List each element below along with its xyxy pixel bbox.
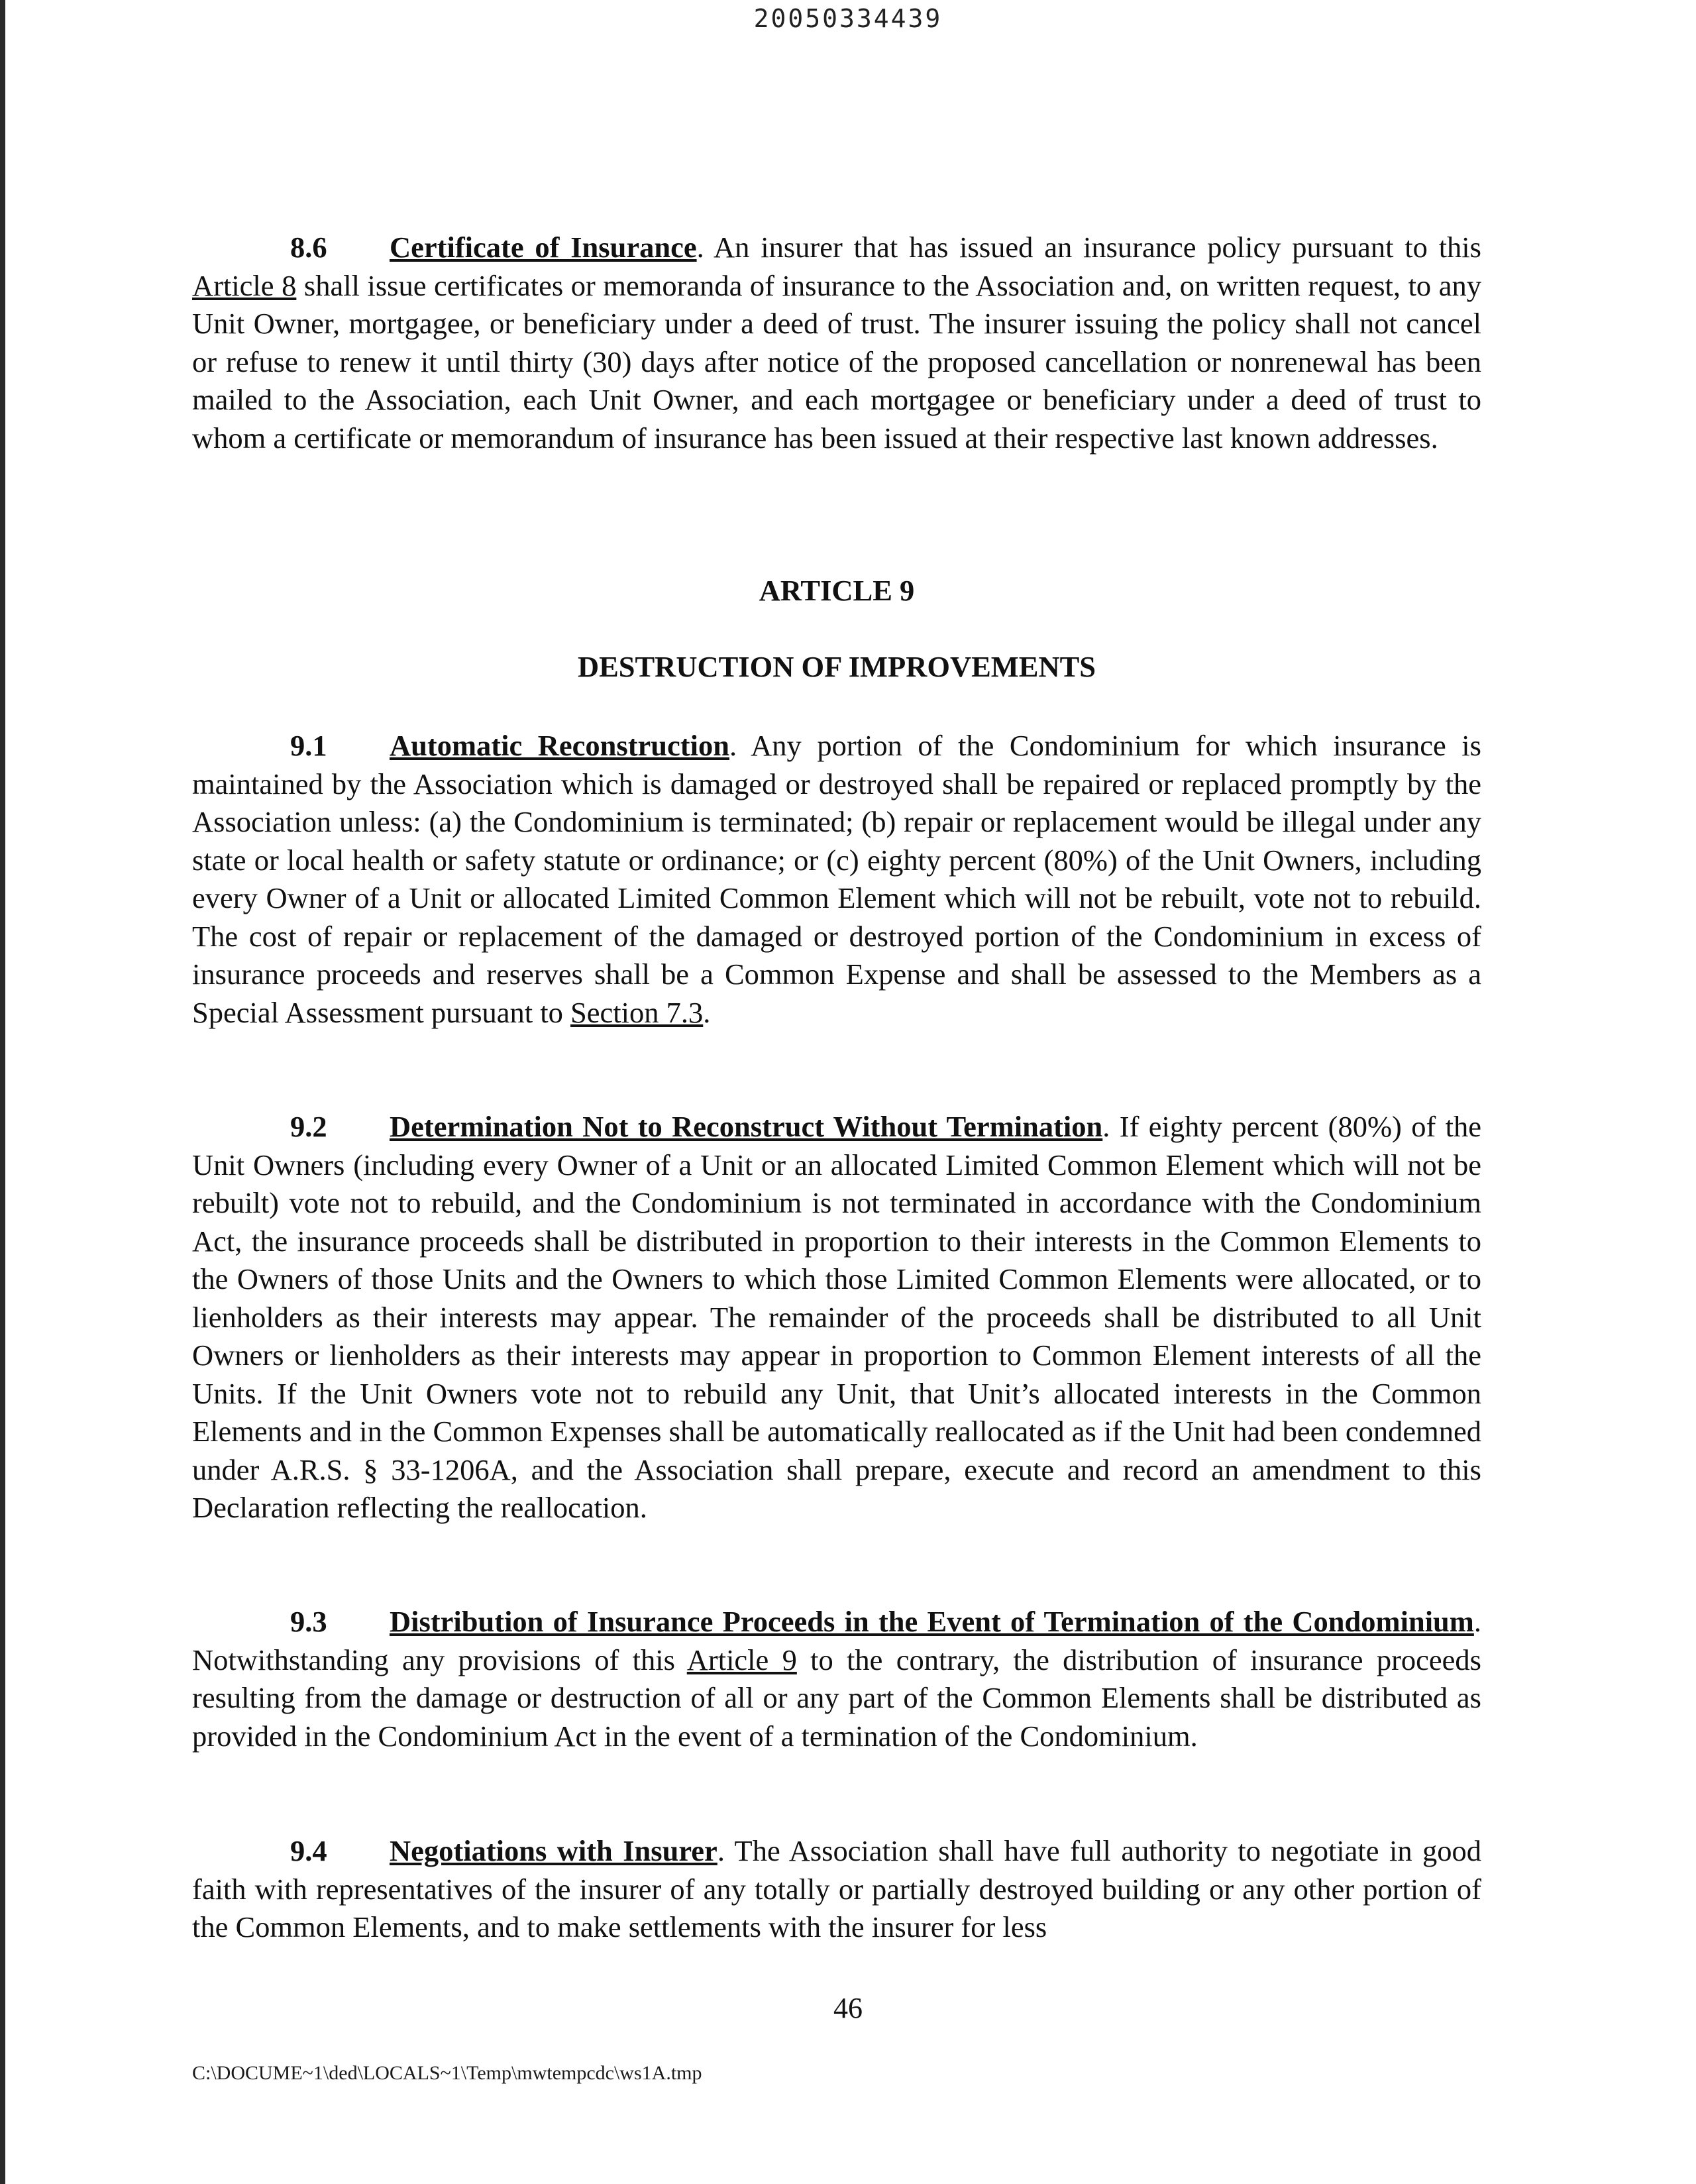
section-text: . Notwithstanding any provisions of this xyxy=(192,1605,1481,1676)
article-title: DESTRUCTION OF IMPROVEMENTS xyxy=(577,650,1096,683)
scan-edge xyxy=(0,0,5,2184)
section-text: . The Association shall have full authority to negotiate in good faith with representatives of the insurer of any totally or partially destroyed building or any other portion of the Common Elements, and to make settlements with the insurer for less xyxy=(192,1834,1481,1943)
section-text: . Any portion of the Condominium for which insurance is maintained by the Association which is damaged or destroyed shall be repaired or replaced promptly by the Association unless: (a) the Condominium is terminated; (b) repair or replacement would be illegal under any state or local health or safety statute or ordinance; or (c) eighty percent (80%) of the Unit Owners, including every Owner of a Unit or allocated Limited Common Element which will not be rebuilt, vote not to rebuild. The cost of repair or replacement of the damaged or destroyed portion of the Condominium in excess of insurance proceeds and reserves shall be a Common Expense and shall be assessed to the Members as a Special Assessment pursuant to xyxy=(192,729,1481,1029)
section-9-2 xyxy=(192,1108,1481,1527)
section-number: 9.2 xyxy=(290,1110,327,1143)
section-heading: Determination Not to Reconstruct Without Termination xyxy=(390,1110,1103,1143)
section-number: 9.3 xyxy=(290,1605,327,1638)
document-number: 20050334439 xyxy=(753,4,943,33)
section-text: shall issue certificates or memoranda of insurance to the Association and, on written request, to any Unit Owner, mortgagee, or beneficiary under a deed of trust. The insurer issuing the policy shall not cancel or refuse to renew it until thirty (30) days after notice of the proposed cancellation or nonrenewal has been mailed to the Association, each Unit Owner, and each mortgagee or beneficiary under a deed of trust to whom a certificate or memorandum of insurance has been issued at their respective last known addresses. xyxy=(192,268,1481,455)
section-heading: Automatic Reconstruction xyxy=(390,729,729,762)
section-heading: Certificate of Insurance xyxy=(390,231,697,264)
article-reference: Article 8 xyxy=(192,268,297,302)
section-8-6 xyxy=(192,229,1481,457)
section-text: to the contrary, the distribution of insurance proceeds resulting from the damage or destruction of all or any part of the Common Elements shall be distributed as provided in the Condominium Act in the event of a termination of the Condominium. xyxy=(192,1643,1482,1753)
section-number: 9.4 xyxy=(290,1834,327,1867)
section-number: 9.1 xyxy=(290,729,327,762)
section-reference: Section 7.3 xyxy=(570,995,704,1029)
file-path: C:\DOCUME~1\ded\LOCALS~1\Temp\mwtempcdc\ws1A.tmp xyxy=(192,2062,702,2084)
section-heading: Distribution of Insurance Proceeds in the Event of Termination of the Condominium xyxy=(390,1605,1474,1638)
page-number: 46 xyxy=(833,1992,863,2024)
section-heading: Negotiations with Insurer xyxy=(390,1834,717,1867)
section-9-1 xyxy=(192,727,1481,1032)
section-9-3 xyxy=(192,1603,1481,1755)
section-9-4 xyxy=(192,1832,1481,1947)
section-text: . xyxy=(703,995,711,1029)
section-text: . An insurer that has issued an insurance policy pursuant to this xyxy=(696,231,1481,264)
article-reference: Article 9 xyxy=(686,1643,797,1676)
article-label: ARTICLE 9 xyxy=(759,574,915,607)
section-text: . If eighty percent (80%) of the Unit Owners (including every Owner of a Unit or an allocated Limited Common Element which will not be rebuilt) vote not to rebuild, and the Condominium is not terminated in accordance with the Condominium Act, the insurance proceeds shall be distributed in proportion to their interests in the Common Elements to the Owners of those Units and the Owners to which those Limited Common Elements were allocated, or to lienholders as their interests may appear. The remainder of the proceeds shall be distributed to all Unit Owners or lienholders as their interests may appear in proportion to Common Element interests of all the Units. If the Unit Owners vote not to rebuild any Unit, that Unit’s allocated interests in the Common Elements and in the Common Expenses shall be automatically reallocated as if the Unit had been condemned under A.R.S. § 33-1206A, and the Association shall prepare, execute and record an amendment to this Declaration reflecting the reallocation. xyxy=(192,1110,1481,1524)
section-number: 8.6 xyxy=(290,231,327,264)
